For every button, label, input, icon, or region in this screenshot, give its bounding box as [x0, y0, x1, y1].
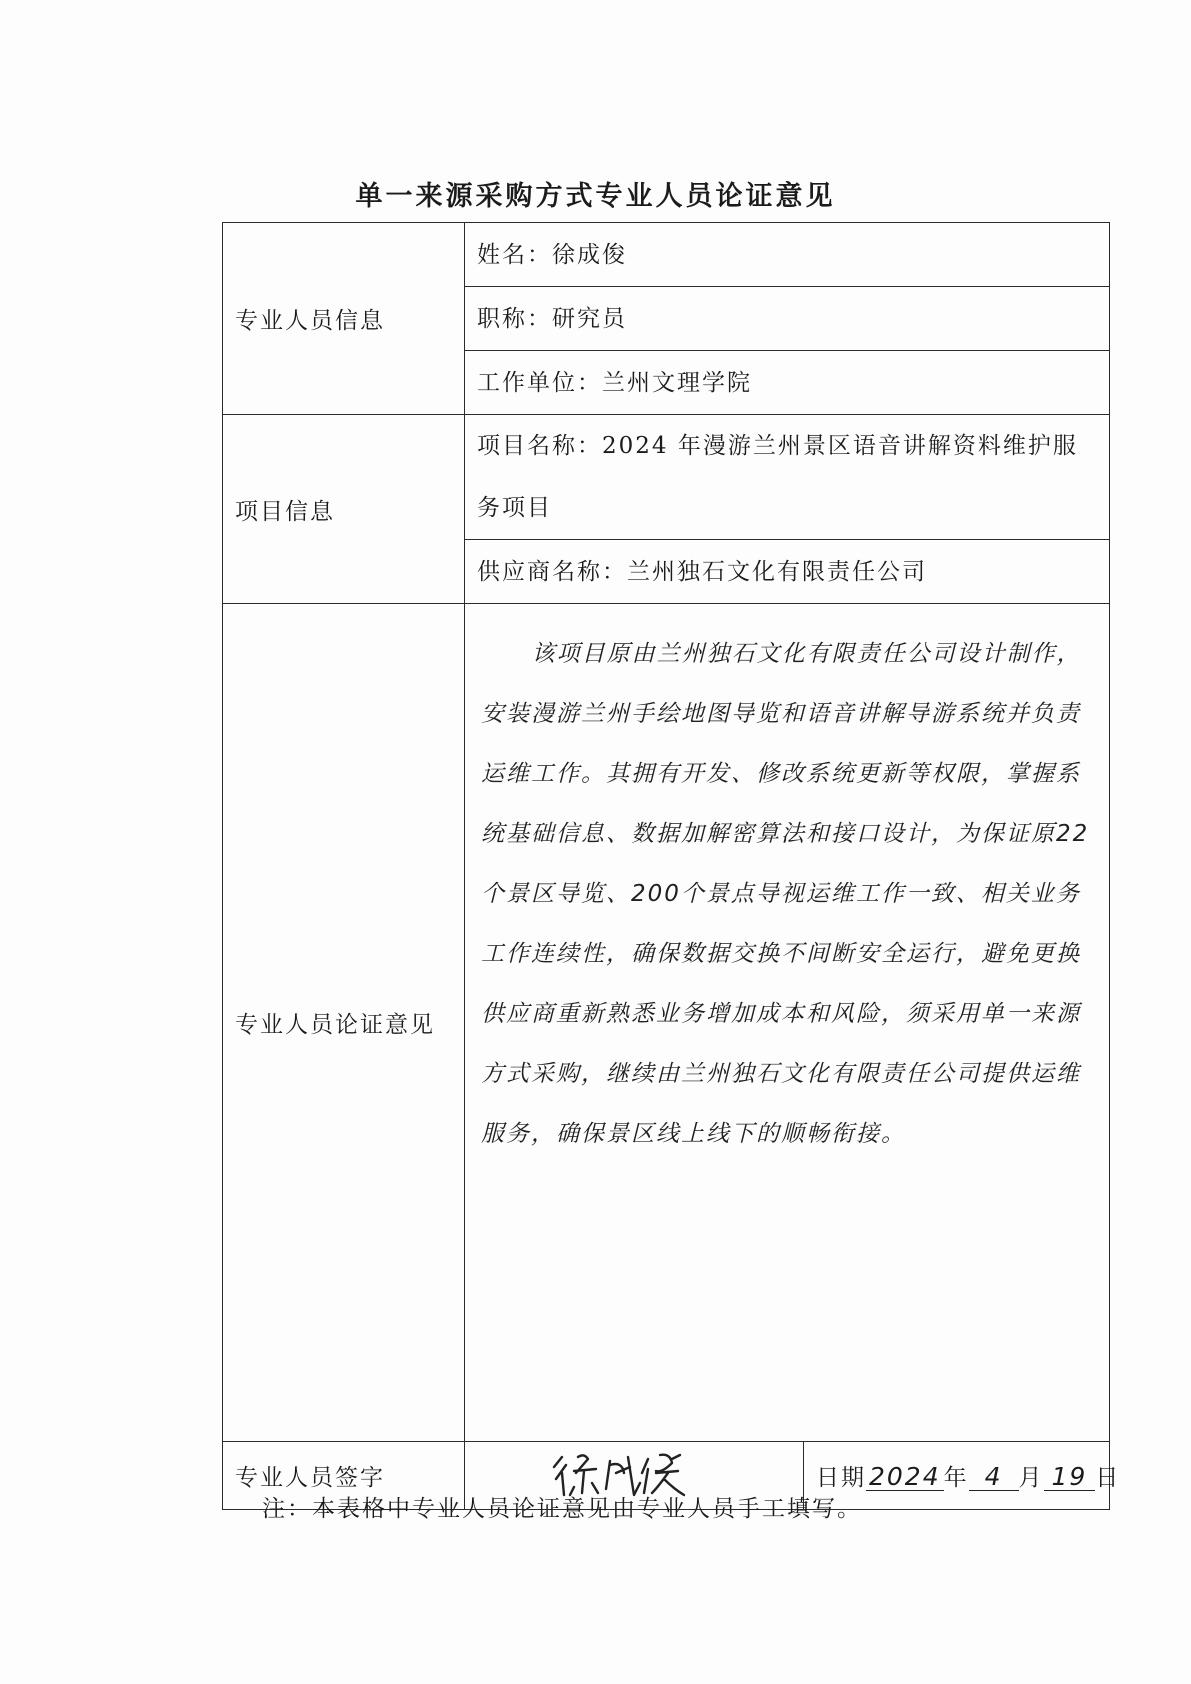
- date-month-unit: 月: [1018, 1465, 1044, 1491]
- argument-form-table: [222, 222, 1121, 1510]
- date-prefix: 日期: [816, 1465, 866, 1491]
- signature-label: 专业人员签字: [223, 1442, 465, 1510]
- opinion-text: 该项目原由兰州独石文化有限责任公司设计制作，安装漫游兰州手绘地图导览和语音讲解导游系统并负责运维工作。其拥有开发、修改系统更新等权限，掌握系统基础信息、数据加解密算法和接口设计，为保证原22个景区导览、200个景点导视运维工作一致、相关业务工作连续性，确保数据交换不间断安全运行，避免更换供应商重新熟悉业务增加成本和风险，须采用单一来源方式采购，继续由兰州独石文化有限责任公司提供运维服务，确保景区线上线下的顺畅衔接。: [465, 604, 1110, 1442]
- opinion-label: 专业人员论证意见: [223, 604, 465, 1442]
- expert-name: 姓名：徐成俊: [465, 223, 1110, 287]
- expert-title: 职称：研究员: [465, 287, 1110, 351]
- date-day: 19: [1044, 1464, 1096, 1491]
- date-month: 4: [969, 1464, 1019, 1491]
- date-year: 2024: [866, 1464, 944, 1491]
- page-title: 单一来源采购方式专业人员论证意见: [355, 181, 836, 212]
- date-day-unit: 日: [1095, 1465, 1121, 1491]
- project-name: 项目名称：2024 年漫游兰州景区语音讲解资料维护服务项目: [465, 415, 1110, 540]
- supplier-name: 供应商名称：兰州独石文化有限责任公司: [465, 540, 1110, 604]
- footnote: 注：本表格中专业人员论证意见由专业人员手工填写。: [262, 1496, 862, 1522]
- expert-unit: 工作单位：兰州文理学院: [465, 351, 1110, 415]
- expert-info-label: 专业人员信息: [223, 223, 465, 415]
- project-info-label: 项目信息: [223, 415, 465, 604]
- date-year-unit: 年: [943, 1465, 969, 1491]
